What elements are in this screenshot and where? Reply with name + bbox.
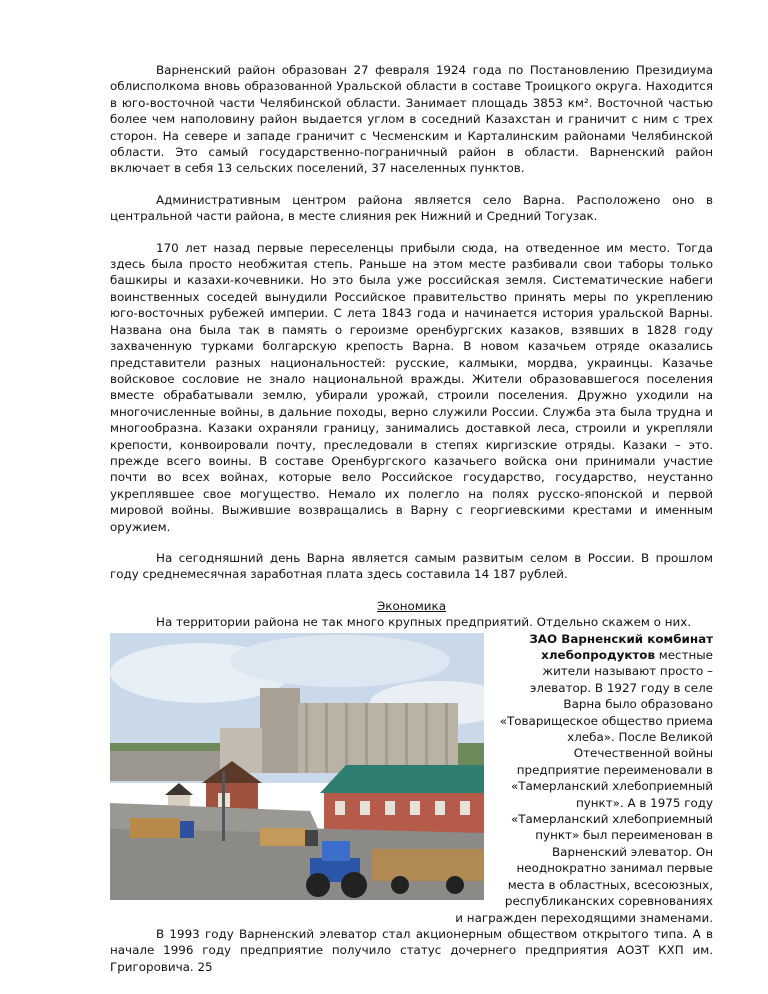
document-page [110,62,713,975]
company-description: местные жители называют просто – элеватор. В 1927 году в селе Варна было образовано «Товарищеское общество приема хлеба». После Великой Отечественной войны предприятие переименовали в «Тамерланский хлебоприемный пункт». А в 1975 году «Тамерланский хлебоприемный пункт» был переименован в Варненский элеватор. Он неоднократно занимал первые места в областных, всесоюзных, республиканских соревнованиях и награжден переходящими знаменами. [455,648,713,925]
company-name: ЗАО Варненский комбинат хлебопродуктов [529,631,713,662]
paragraph-district: Варненский район образован 27 февраля 1924 года по Постановлению Президиума облисполкома вновь образованной Уральской области в составе Троицкого округа. Находится в юго-восточной части Челябинской области. Занимает площадь 3853 км². Восточной частью более чем наполовину район выдается углом в соседний Казахстан и граничит с ним с трех сторон. На севере и западе граничит с Чесменским и Карталинским районами Челябинской области. Это самый государственно-пограничный район в области. Варненский район включает в себя 13 сельских поселений, 37 населенных пунктов. [110,63,713,176]
paragraph-history: 170 лет назад первые переселенцы прибыли сюда, на отведенное им место. Тогда здесь была просто необжитая степь. Раньше на этом месте разбивали свои таборы только башкиры и казахи-кочевники. Но это была уже российская земля. Систематические набеги воинственных соседей вынудили Российское правительство принять меры по укреплению юго-восточных рубежей империи. С лета 1843 года и начинается история уральской Варны. Названа она была так в память о героизме оренбургских казаков, взявших в 1828 году захваченную турками болгарскую крепость Варна. В новом казачьем отряде оказались представители разных национальностей: русские, калмыки, мордва, украинцы. Казачье войсковое сословие не знало национальной вражды. Жители образовавшегося поселения вместе обрабатывали землю, убирали урожай, строили поселения. Дружно уходили на многочисленные войны, в дальние походы, верно служили России. Служба эта была трудна и многообразна. Казаки охраняли границу, занимались доставкой леса, строили и укрепляли крепости, конвоировали почту, преследовали в степях киргизские отряды. Казаки – это. прежде всего воины. В составе Оренбургского казачьего войска они принимали участие почти во всех войнах, которые вело Российское государство, государство, неустанно укреплявшее свое могущество. Немало их полегло на полях русско-японской и первой мировой войны. Выжившие возвращались в Варну с георгиевскими крестами и именным оружием. [110,240,713,534]
elevator-photo-illustration [110,633,484,900]
paragraph-center: Административным центром района является село Варна. Расположено оно в центральной части района, в месте слияния рек Нижний и Средний Тогузак. [110,192,713,224]
section-heading-economy: Экономика [377,598,446,613]
elevator-photo [110,633,484,900]
paragraph-economy-intro: На территории района не так много крупных предприятий. Отдельно скажем о них. [156,615,692,630]
paragraph-company-history: В 1993 году Варненский элеватор стал акционерным обществом открытого типа. А в начале 1996 году предприятие получило статус дочернего предприятия АОЗТ КХП им. Григоровича. 25 [110,926,713,974]
paragraph-today: На сегодняшний день Варна является самым развитым селом в России. В прошлом году среднемесячная заработная плата здесь составила 14 187 рублей. [110,550,713,582]
